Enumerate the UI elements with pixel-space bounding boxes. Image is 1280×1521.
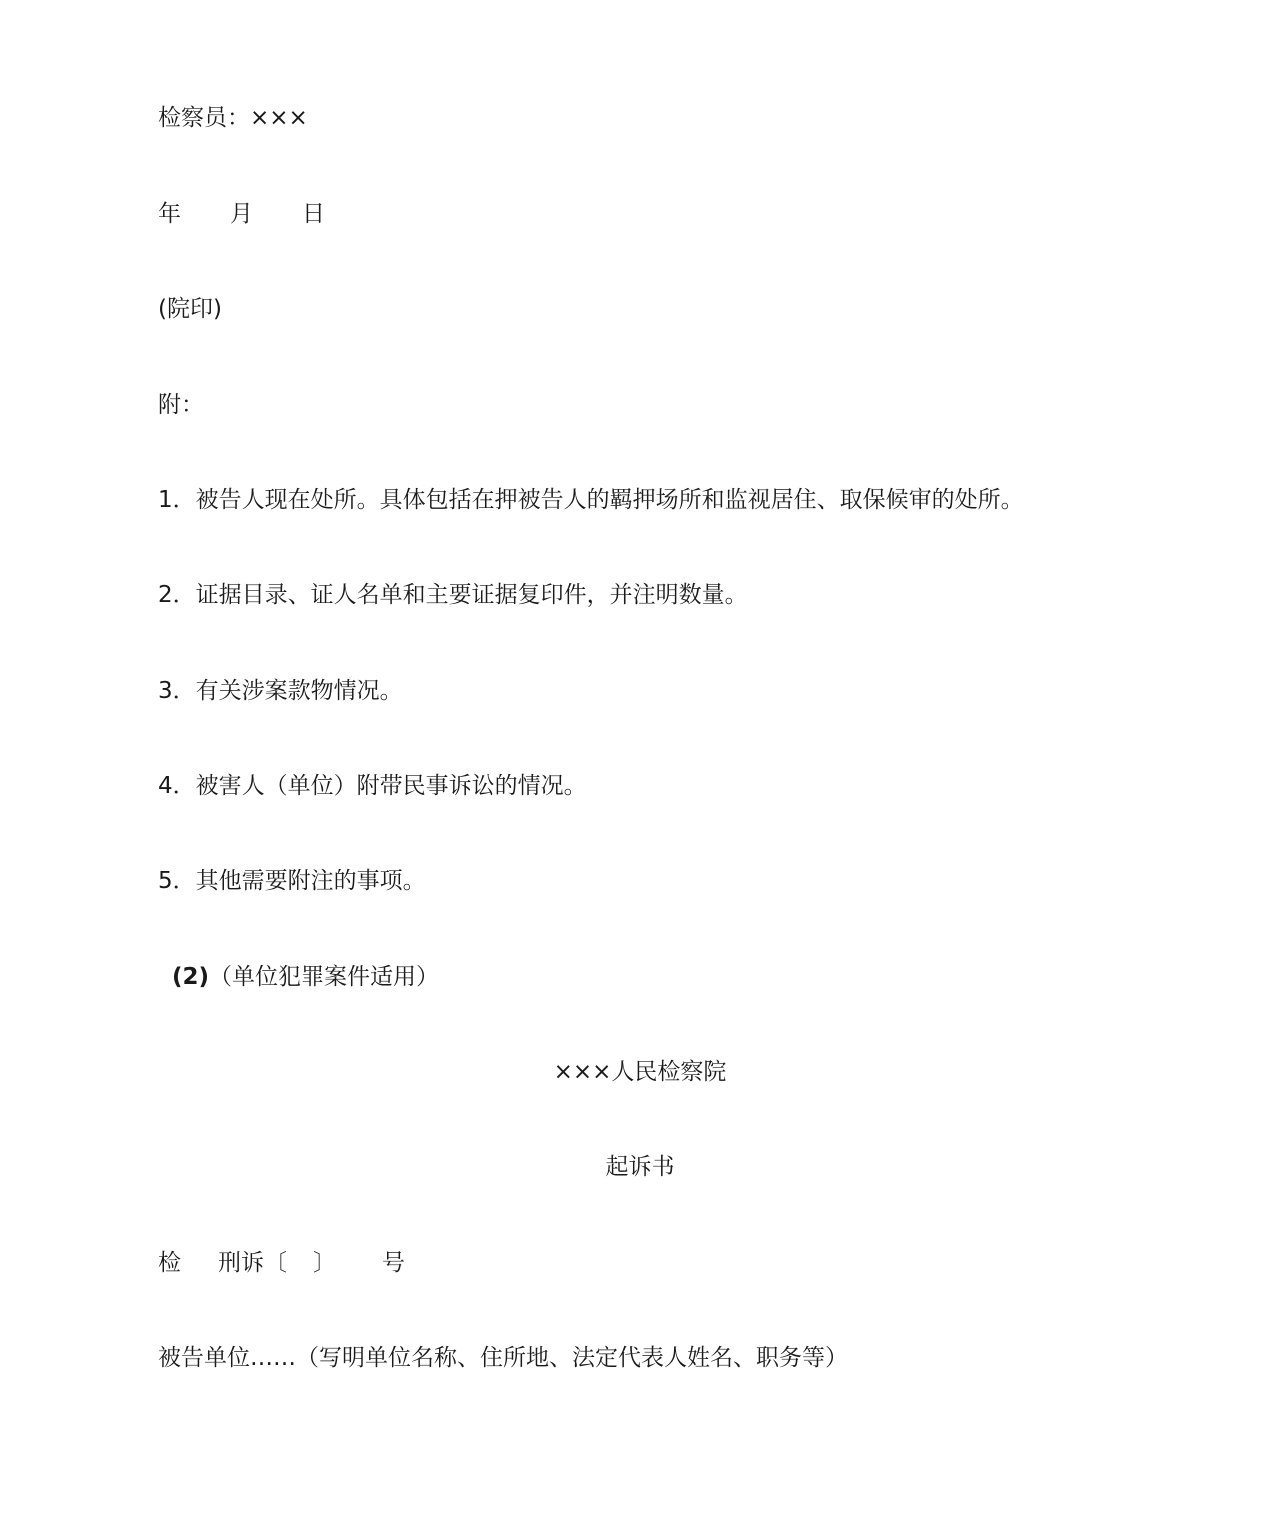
defendant-line: 被告单位……（写明单位名称、住所地、法定代表人姓名、职务等）: [158, 1345, 848, 1371]
case-number: [158, 1248, 405, 1278]
case-number-suffix: 号: [382, 1250, 405, 1276]
prosecutor-line: 检察员：×××: [158, 105, 308, 131]
appendix-item: 2．证据目录、证人名单和主要证据复印件，并注明数量。: [158, 582, 748, 608]
org-title: ×××人民检察院: [553, 1059, 727, 1085]
appendix-item: 1．被告人现在处所。具体包括在押被告人的羁押场所和监视居住、取保候审的处所。: [158, 487, 1024, 513]
section-label: （单位犯罪案件适用）: [209, 964, 440, 990]
case-number-bracket: 〕: [313, 1250, 336, 1276]
date-day: 日: [302, 201, 325, 227]
doc-title: 起诉书: [605, 1154, 675, 1180]
date-line: [158, 199, 325, 229]
appendix-heading: 附：: [158, 392, 204, 418]
seal-note: (院印): [158, 296, 222, 322]
appendix-item: 4．被害人（单位）附带民事诉讼的情况。: [158, 773, 587, 799]
case-number-prefix: 检: [158, 1250, 181, 1276]
section-number: (2): [172, 964, 210, 990]
appendix-item: 3．有关涉案款物情况。: [158, 678, 403, 704]
date-year: 年: [158, 201, 181, 227]
case-number-type: 刑诉〔: [218, 1250, 287, 1276]
appendix-item: 5．其他需要附注的事项。: [158, 868, 426, 894]
section-heading: [172, 962, 439, 992]
date-month: 月: [230, 201, 253, 227]
